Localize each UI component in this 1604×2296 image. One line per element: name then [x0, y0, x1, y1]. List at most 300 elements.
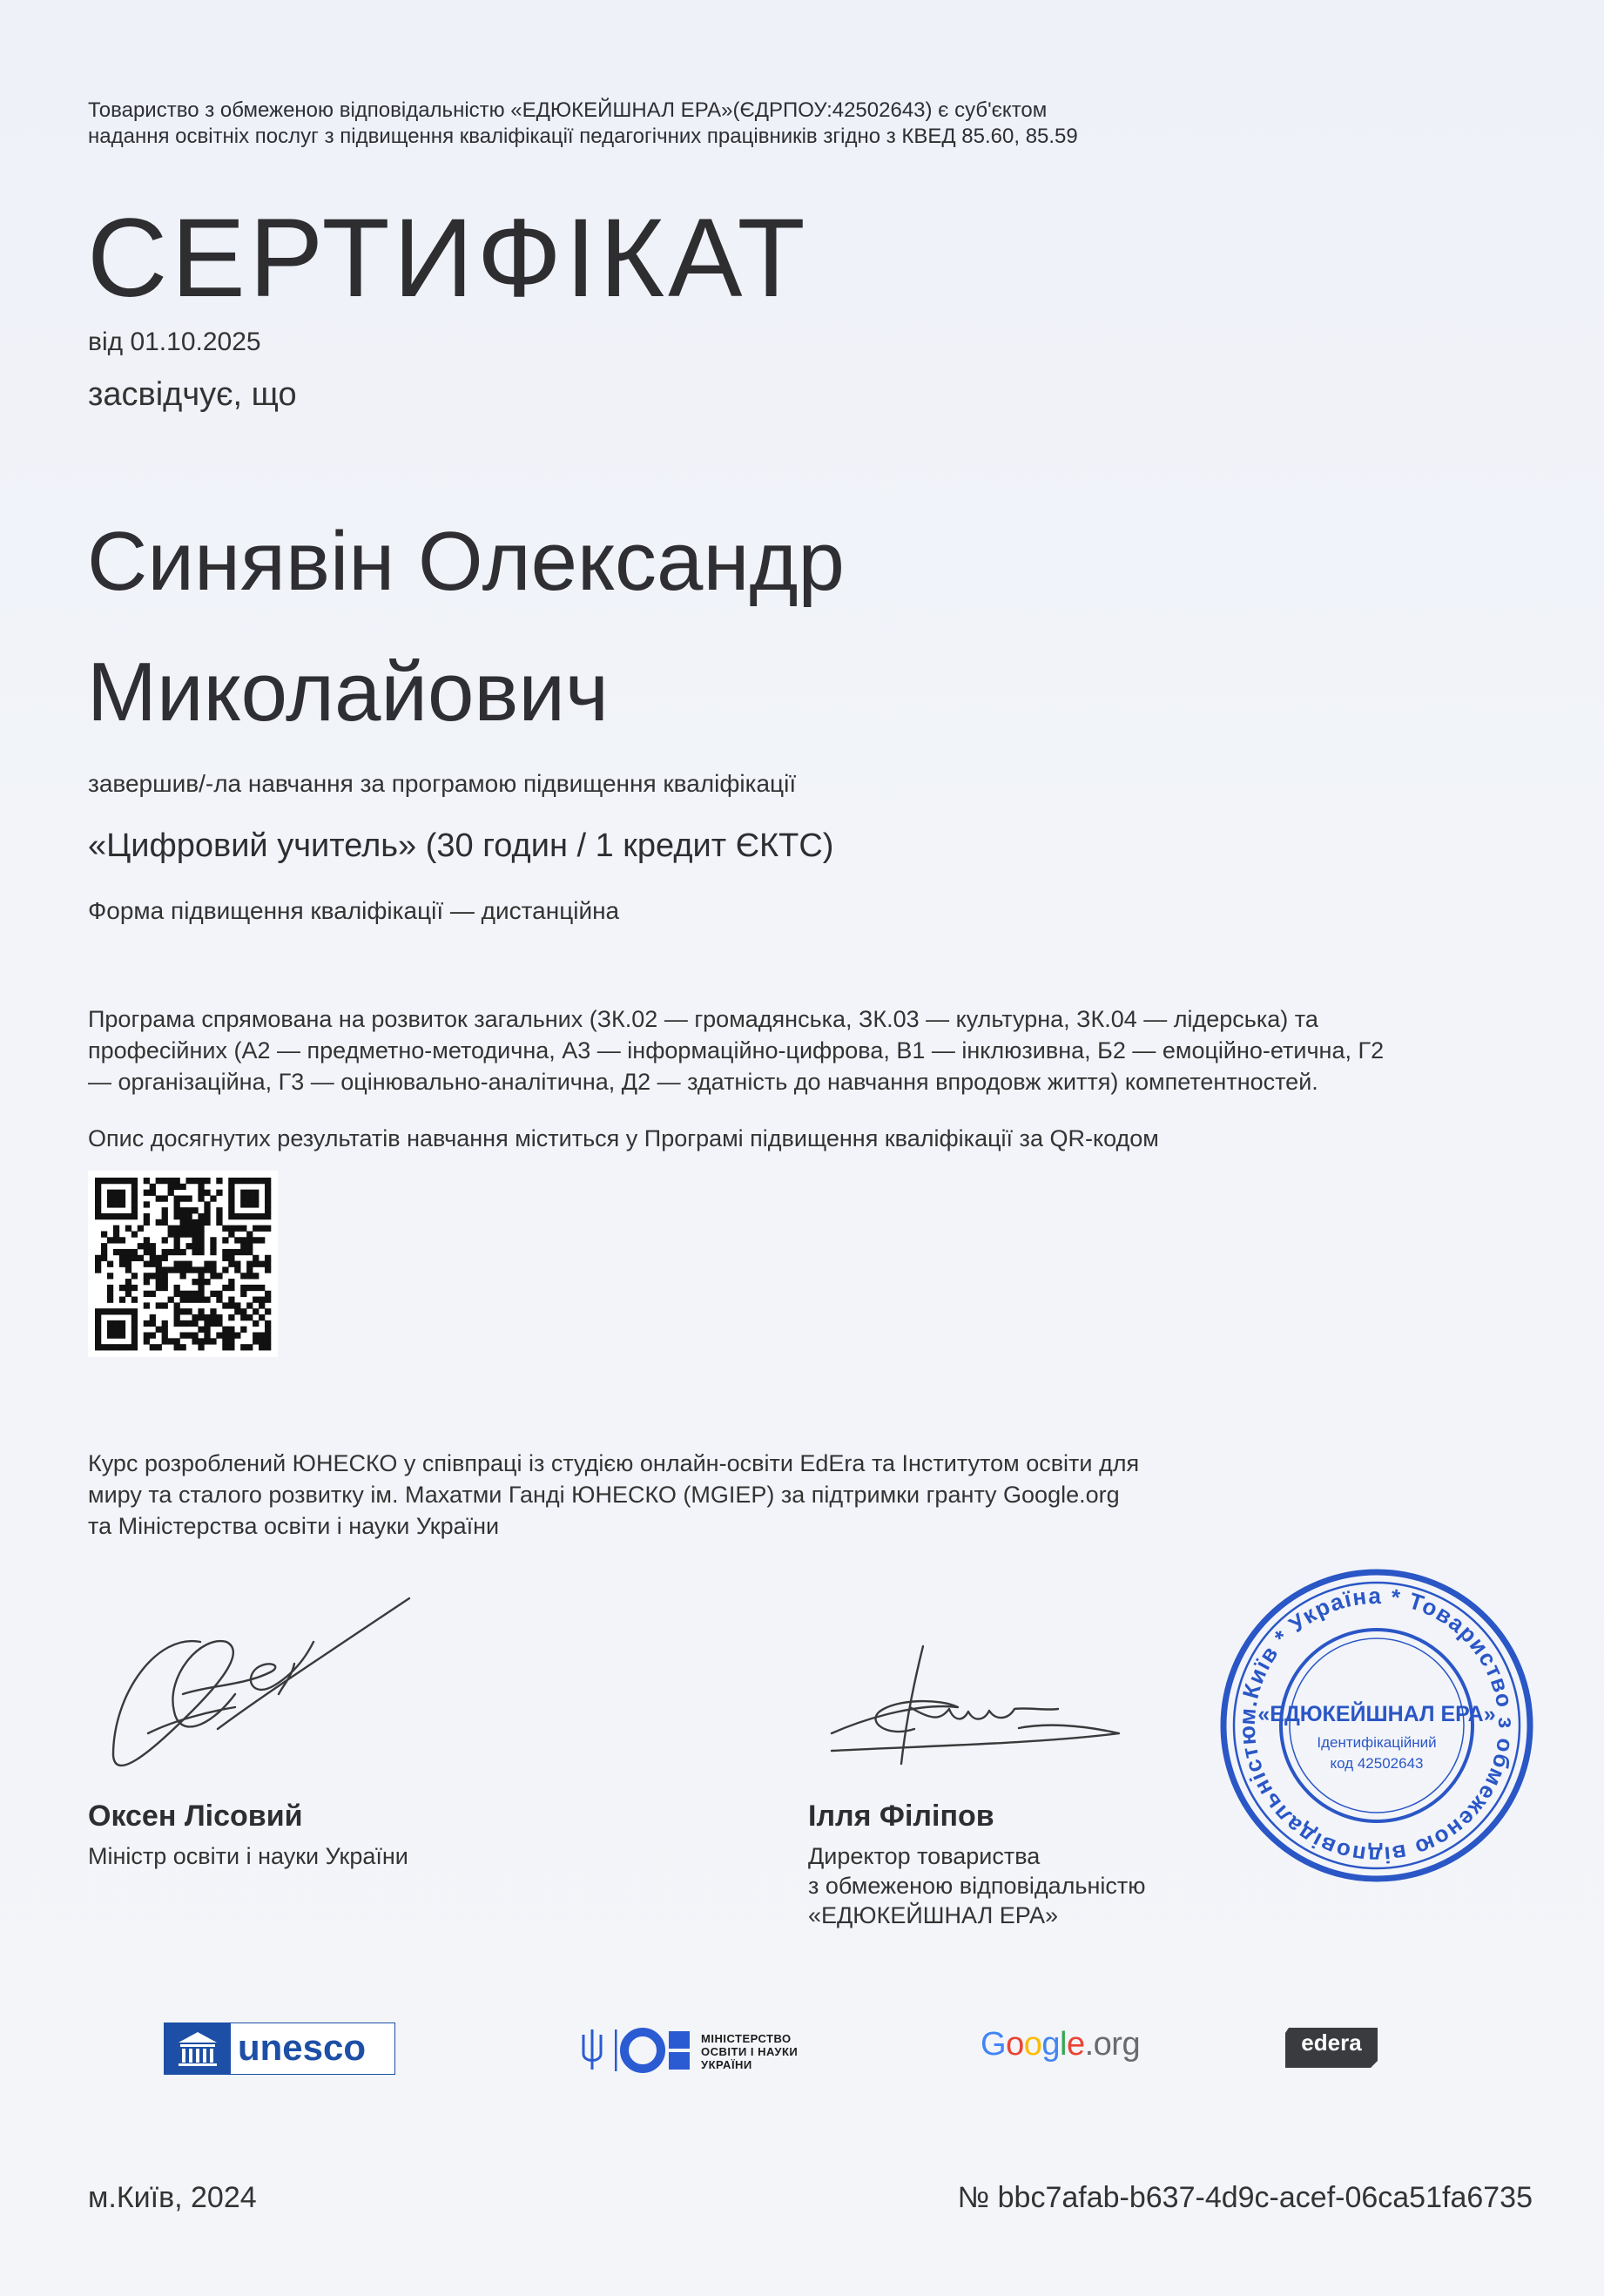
qr-module [222, 1338, 228, 1344]
qr-module [131, 1195, 138, 1201]
qr-module [192, 1219, 198, 1226]
qr-module [246, 1249, 253, 1255]
qr-module [174, 1302, 180, 1308]
google-org-logo [981, 2026, 1140, 2063]
qr-module [107, 1178, 113, 1184]
qr-module [119, 1297, 125, 1303]
qr-module [210, 1237, 216, 1243]
qr-module [253, 1320, 259, 1327]
certificate-date: від 01.10.2025 [88, 328, 261, 356]
qr-module [113, 1226, 119, 1232]
qr-module [246, 1201, 253, 1207]
qr-module [240, 1190, 246, 1196]
qr-module [265, 1184, 271, 1190]
qr-module [228, 1333, 234, 1339]
qr-module [174, 1226, 180, 1232]
qr-module [204, 1338, 210, 1344]
qr-module [204, 1201, 210, 1207]
qr-module [107, 1285, 113, 1291]
qr-module [113, 1249, 119, 1255]
qr-module [204, 1333, 210, 1339]
qr-module [216, 1333, 222, 1339]
qr-module [240, 1178, 246, 1184]
qr-module [192, 1243, 198, 1249]
qr-module [185, 1207, 192, 1213]
qr-module [198, 1190, 204, 1196]
qr-module [107, 1320, 113, 1327]
qr-module [210, 1308, 216, 1314]
footer-city: м.Київ, 2024 [88, 2181, 257, 2214]
qr-module [131, 1285, 138, 1291]
qr-module [180, 1344, 186, 1350]
qr-module [174, 1213, 180, 1219]
qr-module [125, 1279, 131, 1285]
qr-module [259, 1338, 265, 1344]
qr-module [192, 1249, 198, 1255]
qr-module [144, 1219, 150, 1226]
qr-module [180, 1266, 186, 1273]
qr-module [174, 1308, 180, 1314]
qr-module [265, 1308, 271, 1314]
qr-module [240, 1327, 246, 1333]
qr-module [144, 1338, 150, 1344]
qr-module [180, 1291, 186, 1297]
qr-module [185, 1291, 192, 1297]
qr-module [113, 1327, 119, 1333]
mon-logo-text [701, 2032, 798, 2071]
qr-module [253, 1195, 259, 1201]
results-text: Опис досягнутих результатів навчання міститься у Програмі підвищення кваліфікації за QR-кодом [88, 1125, 1159, 1151]
qr-module [228, 1297, 234, 1303]
qr-module [125, 1291, 131, 1297]
qr-module [222, 1327, 228, 1333]
qr-module [95, 1213, 101, 1219]
qr-module [192, 1237, 198, 1243]
qr-module [144, 1320, 150, 1327]
qr-module [162, 1338, 168, 1344]
qr-module [113, 1308, 119, 1314]
qr-module [246, 1302, 253, 1308]
qr-module [180, 1231, 186, 1237]
qr-module [174, 1195, 180, 1201]
qr-module [119, 1333, 125, 1339]
qr-module [210, 1338, 216, 1344]
qr-module [216, 1213, 222, 1219]
qr-module [107, 1237, 113, 1243]
stamp-center-line1: Ідентифікаційний [1317, 1734, 1437, 1751]
qr-module [265, 1201, 271, 1207]
qr-module [253, 1237, 259, 1243]
qr-module [210, 1261, 216, 1267]
qr-module [234, 1266, 240, 1273]
qr-module [107, 1201, 113, 1207]
qr-module [144, 1291, 150, 1297]
signatory-2-role [808, 1841, 1146, 1930]
competences-line2: професійних (А2 — предметно-методична, А3 — інформаційно-цифрова, В1 — інклюзивна, Б2 — емоційно-етична, Г2 [88, 1037, 1385, 1064]
qr-module [253, 1261, 259, 1267]
qr-module [162, 1302, 168, 1308]
qr-module [131, 1344, 138, 1350]
qr-module [119, 1178, 125, 1184]
qr-module [180, 1207, 186, 1213]
qr-module [131, 1178, 138, 1184]
qr-module [180, 1184, 186, 1190]
qr-module [107, 1297, 113, 1303]
qr-module [174, 1201, 180, 1207]
qr-module [265, 1333, 271, 1339]
qr-module [246, 1231, 253, 1237]
qr-module [144, 1237, 150, 1243]
qr-module [144, 1261, 150, 1267]
qr-module [204, 1178, 210, 1184]
qr-module [174, 1338, 180, 1344]
signatory-2-role-line1: Директор товариства [808, 1843, 1041, 1869]
qr-module [125, 1266, 131, 1273]
qr-module [168, 1297, 174, 1303]
signatory-1-role: Міністр освіти і науки України [88, 1843, 408, 1869]
qr-module [240, 1344, 246, 1350]
qr-module [265, 1338, 271, 1344]
qr-module [253, 1333, 259, 1339]
qr-module [265, 1291, 271, 1297]
qr-module [113, 1178, 119, 1184]
qr-module [240, 1285, 246, 1291]
qr-module [144, 1302, 150, 1308]
qr-module [131, 1249, 138, 1255]
trident-icon [576, 2026, 672, 2075]
qr-module [192, 1320, 198, 1327]
provider-note-line2: надання освітніх послуг з підвищення кваліфікації педагогічних працівників згідно з КВЕД 85.60, 85.59 [88, 125, 1078, 148]
qr-code-icon [88, 1171, 278, 1357]
stamp-ring-text: м.Київ * Україна * Товариство з обмеженою відповідальністю [1233, 1582, 1520, 1869]
qr-module [259, 1314, 265, 1320]
certificate-number: № bbc7afab-b637-4d9c-acef-06ca51fa6735 [957, 2181, 1533, 2214]
qr-module [210, 1291, 216, 1297]
mon-logo [576, 2019, 864, 2077]
qr-module [198, 1314, 204, 1320]
qr-module [234, 1249, 240, 1255]
provider-note-line1: Товариство з обмеженою відповідальністю «ЕДЮКЕЙШНАЛ ЕРА»(ЄДРПОУ:42502643) є суб'єктом [88, 98, 1048, 122]
qr-module [253, 1190, 259, 1196]
qr-module [95, 1333, 101, 1339]
qr-module [131, 1273, 138, 1279]
qr-module [192, 1226, 198, 1232]
qr-module [192, 1291, 198, 1297]
qr-module [180, 1333, 186, 1339]
qr-module [144, 1333, 150, 1339]
qr-module [156, 1266, 162, 1273]
qr-module [228, 1338, 234, 1344]
qr-module [228, 1184, 234, 1190]
qr-module [131, 1190, 138, 1196]
qr-module [222, 1266, 228, 1273]
qr-module [174, 1237, 180, 1243]
qr-module [246, 1237, 253, 1243]
qr-module [240, 1314, 246, 1320]
qr-module [234, 1213, 240, 1219]
qr-module [125, 1344, 131, 1350]
qr-module [228, 1190, 234, 1196]
qr-module [174, 1291, 180, 1297]
qr-module [101, 1344, 107, 1350]
qr-module [180, 1226, 186, 1232]
qr-module [156, 1178, 162, 1184]
qr-module [131, 1320, 138, 1327]
qr-module [246, 1178, 253, 1184]
qr-module [162, 1255, 168, 1261]
qr-module [240, 1291, 246, 1297]
qr-module [204, 1320, 210, 1327]
qr-module [174, 1207, 180, 1213]
qr-module [150, 1190, 156, 1196]
qr-module [131, 1327, 138, 1333]
qr-module [107, 1344, 113, 1350]
qr-module [156, 1279, 162, 1285]
qr-module [228, 1255, 234, 1261]
qr-module [265, 1255, 271, 1261]
qr-module [228, 1226, 234, 1232]
competences-text [88, 1003, 1516, 1097]
qr-module [185, 1266, 192, 1273]
qr-module [228, 1314, 234, 1320]
qr-module [259, 1297, 265, 1303]
qr-module [253, 1285, 259, 1291]
qr-module [150, 1261, 156, 1267]
qr-module [222, 1344, 228, 1350]
qr-module [113, 1213, 119, 1219]
qr-module [180, 1261, 186, 1267]
qr-module [180, 1219, 186, 1226]
qr-module [95, 1178, 101, 1184]
qr-module [192, 1333, 198, 1339]
qr-module [253, 1308, 259, 1314]
qr-code[interactable] [88, 1171, 278, 1357]
qr-module [234, 1261, 240, 1267]
qr-module [168, 1184, 174, 1190]
qr-module [95, 1314, 101, 1320]
qr-module [198, 1249, 204, 1255]
mon-logo-line2: ОСВІТИ І НАУКИ [701, 2045, 799, 2058]
qr-module [246, 1195, 253, 1201]
qr-module [156, 1327, 162, 1333]
qr-module [216, 1320, 222, 1327]
qr-module [216, 1273, 222, 1279]
qr-module [265, 1344, 271, 1350]
qr-module [198, 1184, 204, 1190]
qr-module [180, 1273, 186, 1279]
qr-module [119, 1285, 125, 1291]
qr-module [144, 1249, 150, 1255]
qr-module [240, 1201, 246, 1207]
qr-module [125, 1261, 131, 1267]
qr-module [192, 1231, 198, 1237]
qr-module [174, 1320, 180, 1327]
qr-module [204, 1327, 210, 1333]
qr-module [228, 1279, 234, 1285]
qr-module [131, 1333, 138, 1339]
qr-module [180, 1297, 186, 1303]
course-info-line3: та Міністерства освіти і науки України [88, 1513, 500, 1539]
qr-module [234, 1226, 240, 1232]
qr-module [113, 1190, 119, 1196]
stamp-center-title: «ЕДЮКЕЙШНАЛ ЕРА» [1257, 1702, 1496, 1726]
qr-module [119, 1308, 125, 1314]
qr-module [144, 1273, 150, 1279]
qr-module [95, 1255, 101, 1261]
qr-module [198, 1243, 204, 1249]
qr-module [204, 1261, 210, 1267]
qr-module [204, 1213, 210, 1219]
qr-module [240, 1213, 246, 1219]
edera-logo [1280, 2023, 1383, 2071]
qr-module [131, 1338, 138, 1344]
qr-module [180, 1213, 186, 1219]
qr-module [198, 1266, 204, 1273]
competences-line1: Програма спрямована на розвиток загальних (ЗК.02 — громадянська, ЗК.03 — культурна, ЗК.04 — лідерська) та [88, 1006, 1318, 1032]
qr-module [216, 1314, 222, 1320]
signatory-2-name: Ілля Філіпов [808, 1800, 994, 1833]
qr-module [95, 1184, 101, 1190]
qr-module [253, 1213, 259, 1219]
qr-module [156, 1261, 162, 1267]
training-form: Форма підвищення кваліфікації — дистанційна [88, 897, 620, 924]
qr-module [156, 1255, 162, 1261]
qr-module [101, 1249, 107, 1255]
qr-module [253, 1226, 259, 1232]
qr-module [95, 1308, 101, 1314]
qr-module [265, 1261, 271, 1267]
qr-module [198, 1285, 204, 1291]
qr-module [131, 1184, 138, 1190]
qr-module [168, 1266, 174, 1273]
qr-module [156, 1273, 162, 1279]
qr-module [119, 1320, 125, 1327]
qr-module [228, 1261, 234, 1267]
qr-module [240, 1273, 246, 1279]
qr-module [246, 1213, 253, 1219]
unesco-logo [164, 2023, 395, 2075]
qr-module [174, 1178, 180, 1184]
qr-module [168, 1178, 174, 1184]
qr-module [204, 1190, 210, 1196]
qr-module [144, 1190, 150, 1196]
program-title: «Цифровий учитель» (30 годин / 1 кредит ЄКТС) [88, 827, 834, 864]
qr-module [234, 1178, 240, 1184]
qr-module [185, 1297, 192, 1303]
qr-module [228, 1285, 234, 1291]
qr-module [259, 1344, 265, 1350]
qr-module [216, 1207, 222, 1213]
qr-module [234, 1308, 240, 1314]
qr-module [144, 1279, 150, 1285]
qr-module [119, 1255, 125, 1261]
qr-module [204, 1297, 210, 1303]
qr-module [180, 1195, 186, 1201]
qr-module [265, 1297, 271, 1303]
qr-module [216, 1178, 222, 1184]
qr-module [138, 1255, 144, 1261]
qr-module [259, 1333, 265, 1339]
qr-module [107, 1190, 113, 1196]
qr-module [185, 1333, 192, 1339]
qr-module [119, 1344, 125, 1350]
qr-module [95, 1338, 101, 1344]
qr-module [125, 1226, 131, 1232]
qr-module [204, 1279, 210, 1285]
qr-module [259, 1261, 265, 1267]
qr-module [95, 1201, 101, 1207]
qr-module [150, 1314, 156, 1320]
qr-module [265, 1207, 271, 1213]
qr-module [198, 1226, 204, 1232]
course-info-line2: миру та сталого розвитку ім. Махатми Ганді ЮНЕСКО (MGIEP) за підтримки гранту Google.org [88, 1482, 1120, 1508]
qr-module [185, 1178, 192, 1184]
qr-module [204, 1219, 210, 1226]
qr-module [150, 1291, 156, 1297]
qr-module [210, 1266, 216, 1273]
qr-module [228, 1302, 234, 1308]
qr-module [198, 1291, 204, 1297]
qr-module [156, 1195, 162, 1201]
qr-module [162, 1266, 168, 1273]
qr-module [259, 1213, 265, 1219]
qr-module [222, 1255, 228, 1261]
qr-module [107, 1195, 113, 1201]
qr-module [180, 1249, 186, 1255]
qr-module [204, 1266, 210, 1273]
qr-module [185, 1308, 192, 1314]
qr-module [162, 1195, 168, 1201]
qr-module [246, 1266, 253, 1273]
qr-module [246, 1344, 253, 1350]
qr-module [150, 1249, 156, 1255]
qr-module [198, 1231, 204, 1237]
qr-module [174, 1314, 180, 1320]
qr-module [210, 1314, 216, 1320]
qr-module [240, 1243, 246, 1249]
qr-module [240, 1308, 246, 1314]
qr-module [95, 1207, 101, 1213]
qr-module [162, 1178, 168, 1184]
qr-module [174, 1243, 180, 1249]
qr-module [265, 1226, 271, 1232]
qr-module [253, 1255, 259, 1261]
qr-module [174, 1231, 180, 1237]
qr-module [198, 1213, 204, 1219]
qr-module [185, 1243, 192, 1249]
qr-module [174, 1285, 180, 1291]
qr-module [107, 1333, 113, 1339]
qr-module [150, 1255, 156, 1261]
google-org-logo-text: Google.org [981, 2026, 1141, 2063]
qr-module [113, 1344, 119, 1350]
qr-module [265, 1178, 271, 1184]
qr-module [119, 1213, 125, 1219]
qr-module [198, 1178, 204, 1184]
qr-module [192, 1297, 198, 1303]
qr-module [198, 1219, 204, 1226]
signatory-2-role-line2: з обмеженою відповідальністю [808, 1873, 1146, 1899]
qr-module [125, 1249, 131, 1255]
qr-module [107, 1327, 113, 1333]
qr-module [234, 1237, 240, 1243]
qr-module [265, 1327, 271, 1333]
completed-text: завершив/-ла навчання за програмою підвищення кваліфікації [88, 770, 797, 797]
qr-module [131, 1231, 138, 1237]
course-info-line1: Курс розроблений ЮНЕСКО у співпраці із студією онлайн-освіти EdEra та Інститутом освіти для [88, 1450, 1140, 1476]
qr-module [150, 1273, 156, 1279]
qr-module [162, 1320, 168, 1327]
